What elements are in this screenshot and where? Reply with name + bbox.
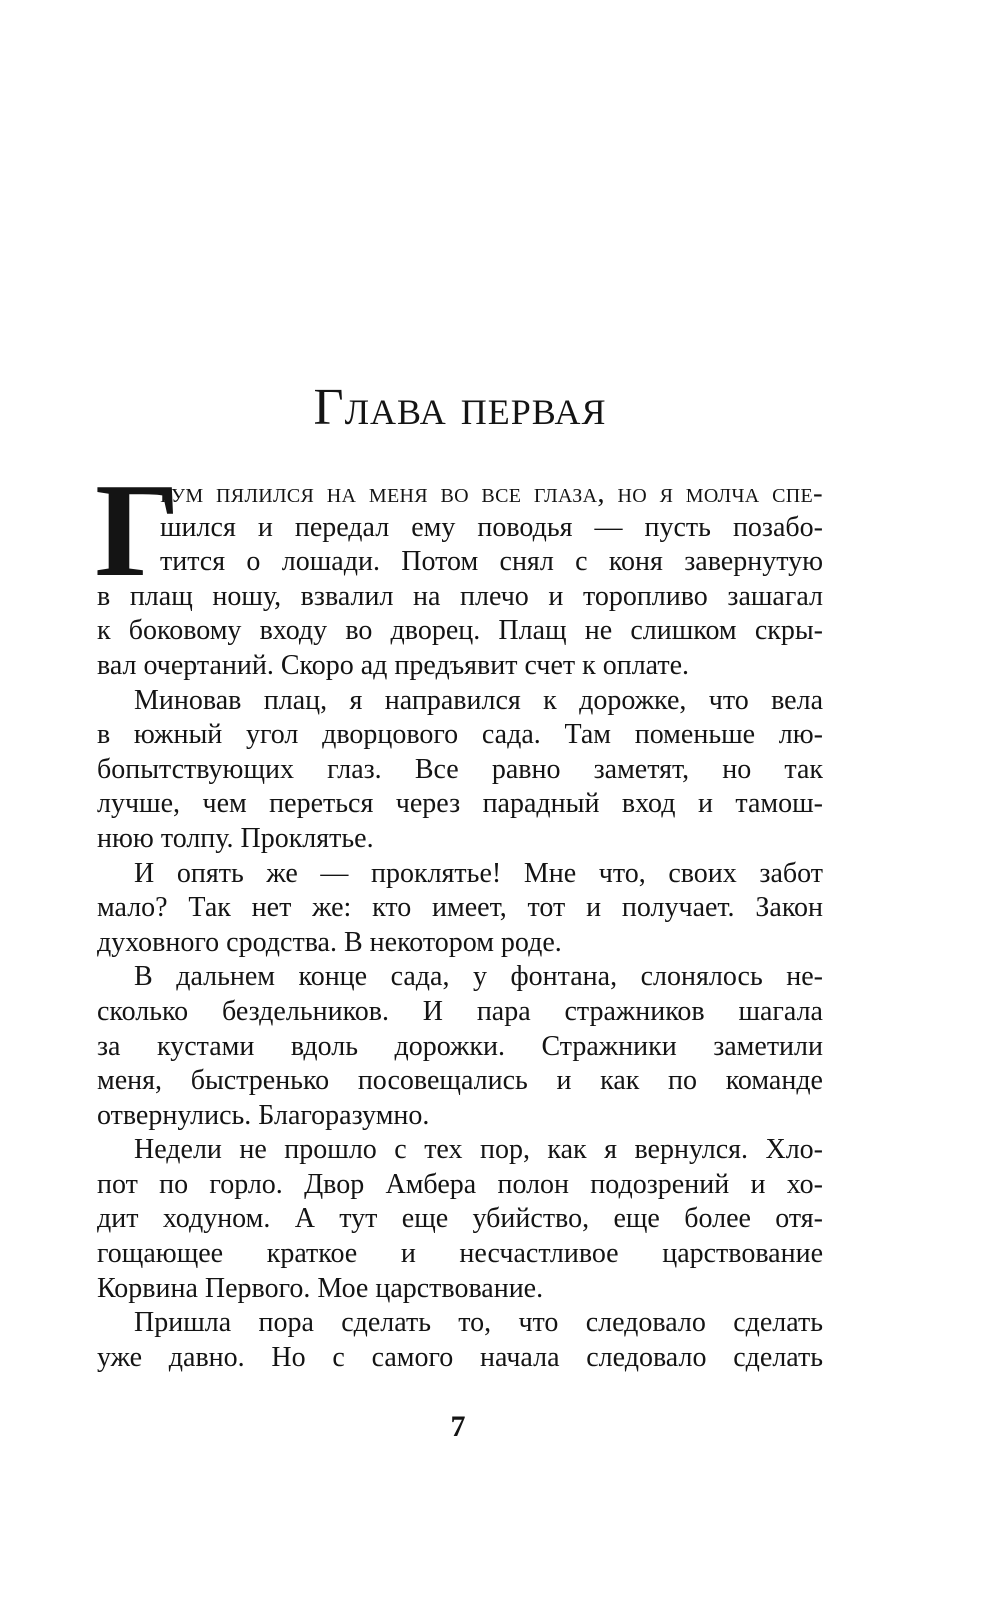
chapter-title: Глава первая xyxy=(313,379,607,436)
paragraph xyxy=(97,857,823,961)
text-line: в плащ ношу, взвалил на плечо и торопливо зашагал xyxy=(97,580,823,612)
text-line: шился и передал ему поводья — пусть позабо- xyxy=(160,511,823,543)
text-line: бопытствующих глаз. Все равно заметят, но так xyxy=(97,753,823,785)
text-line: к боковому входу во дворец. Плащ не слишком скры- xyxy=(97,615,823,647)
text-line: мало? Так нет же: кто имеет, тот и получает. Закон xyxy=(97,892,823,924)
text-line: за кустами вдоль дорожки. Стражники заметили xyxy=(97,1030,823,1062)
drop-cap: Г xyxy=(95,456,181,604)
text-line: духовного сродства. В некотором роде. xyxy=(97,926,562,958)
text-line: дит ходуном. А тут еще убийство, еще более отя- xyxy=(97,1203,823,1235)
text-line: отвернулись. Благоразумно. xyxy=(97,1099,430,1131)
page-number: 7 xyxy=(450,1410,466,1443)
text-line: пот по горло. Двор Амбера полон подозрений и хо- xyxy=(97,1168,823,1200)
text-line: в южный угол дворцового сада. Там поменьше лю- xyxy=(97,719,823,751)
text-line: рум пялился на меня во все глаза, но я молча спе- xyxy=(160,477,823,509)
paragraph xyxy=(97,1133,823,1306)
text-line: Миновав плац, я направился к дорожке, что вела xyxy=(134,684,823,716)
text-line: Пришла пора сделать то, что следовало сделать xyxy=(134,1307,823,1339)
text-line: вал очертаний. Скоро ад предъявит счет к оплате. xyxy=(97,649,690,681)
paragraph xyxy=(97,1306,823,1375)
text-line: гощающее краткое и несчастливое царствование xyxy=(97,1238,823,1270)
text-line: тится о лошади. Потом снял с коня завернутую xyxy=(160,546,823,578)
text-line: сколько бездельников. И пара стражников шагала xyxy=(97,995,823,1027)
paragraph xyxy=(97,960,823,1133)
text-line: лучше, чем переться через парадный вход и тамош- xyxy=(97,788,823,820)
paragraph xyxy=(97,684,823,857)
text-line: Недели не прошло с тех пор, как я вернулся. Хло- xyxy=(134,1134,823,1166)
text-line: Корвина Первого. Мое царствование. xyxy=(97,1272,544,1304)
text-line: меня, быстренько посовещались и как по команде xyxy=(97,1065,823,1097)
text-line: И опять же — проклятье! Мне что, своих забот xyxy=(134,857,823,889)
paragraph xyxy=(95,456,823,684)
text-line: нюю толпу. Проклятье. xyxy=(97,822,374,854)
text-line: уже давно. Но с самого начала следовало сделать xyxy=(97,1341,823,1373)
text-line: В дальнем конце сада, у фонтана, слонялось не- xyxy=(134,961,823,993)
body-text xyxy=(95,456,823,1375)
